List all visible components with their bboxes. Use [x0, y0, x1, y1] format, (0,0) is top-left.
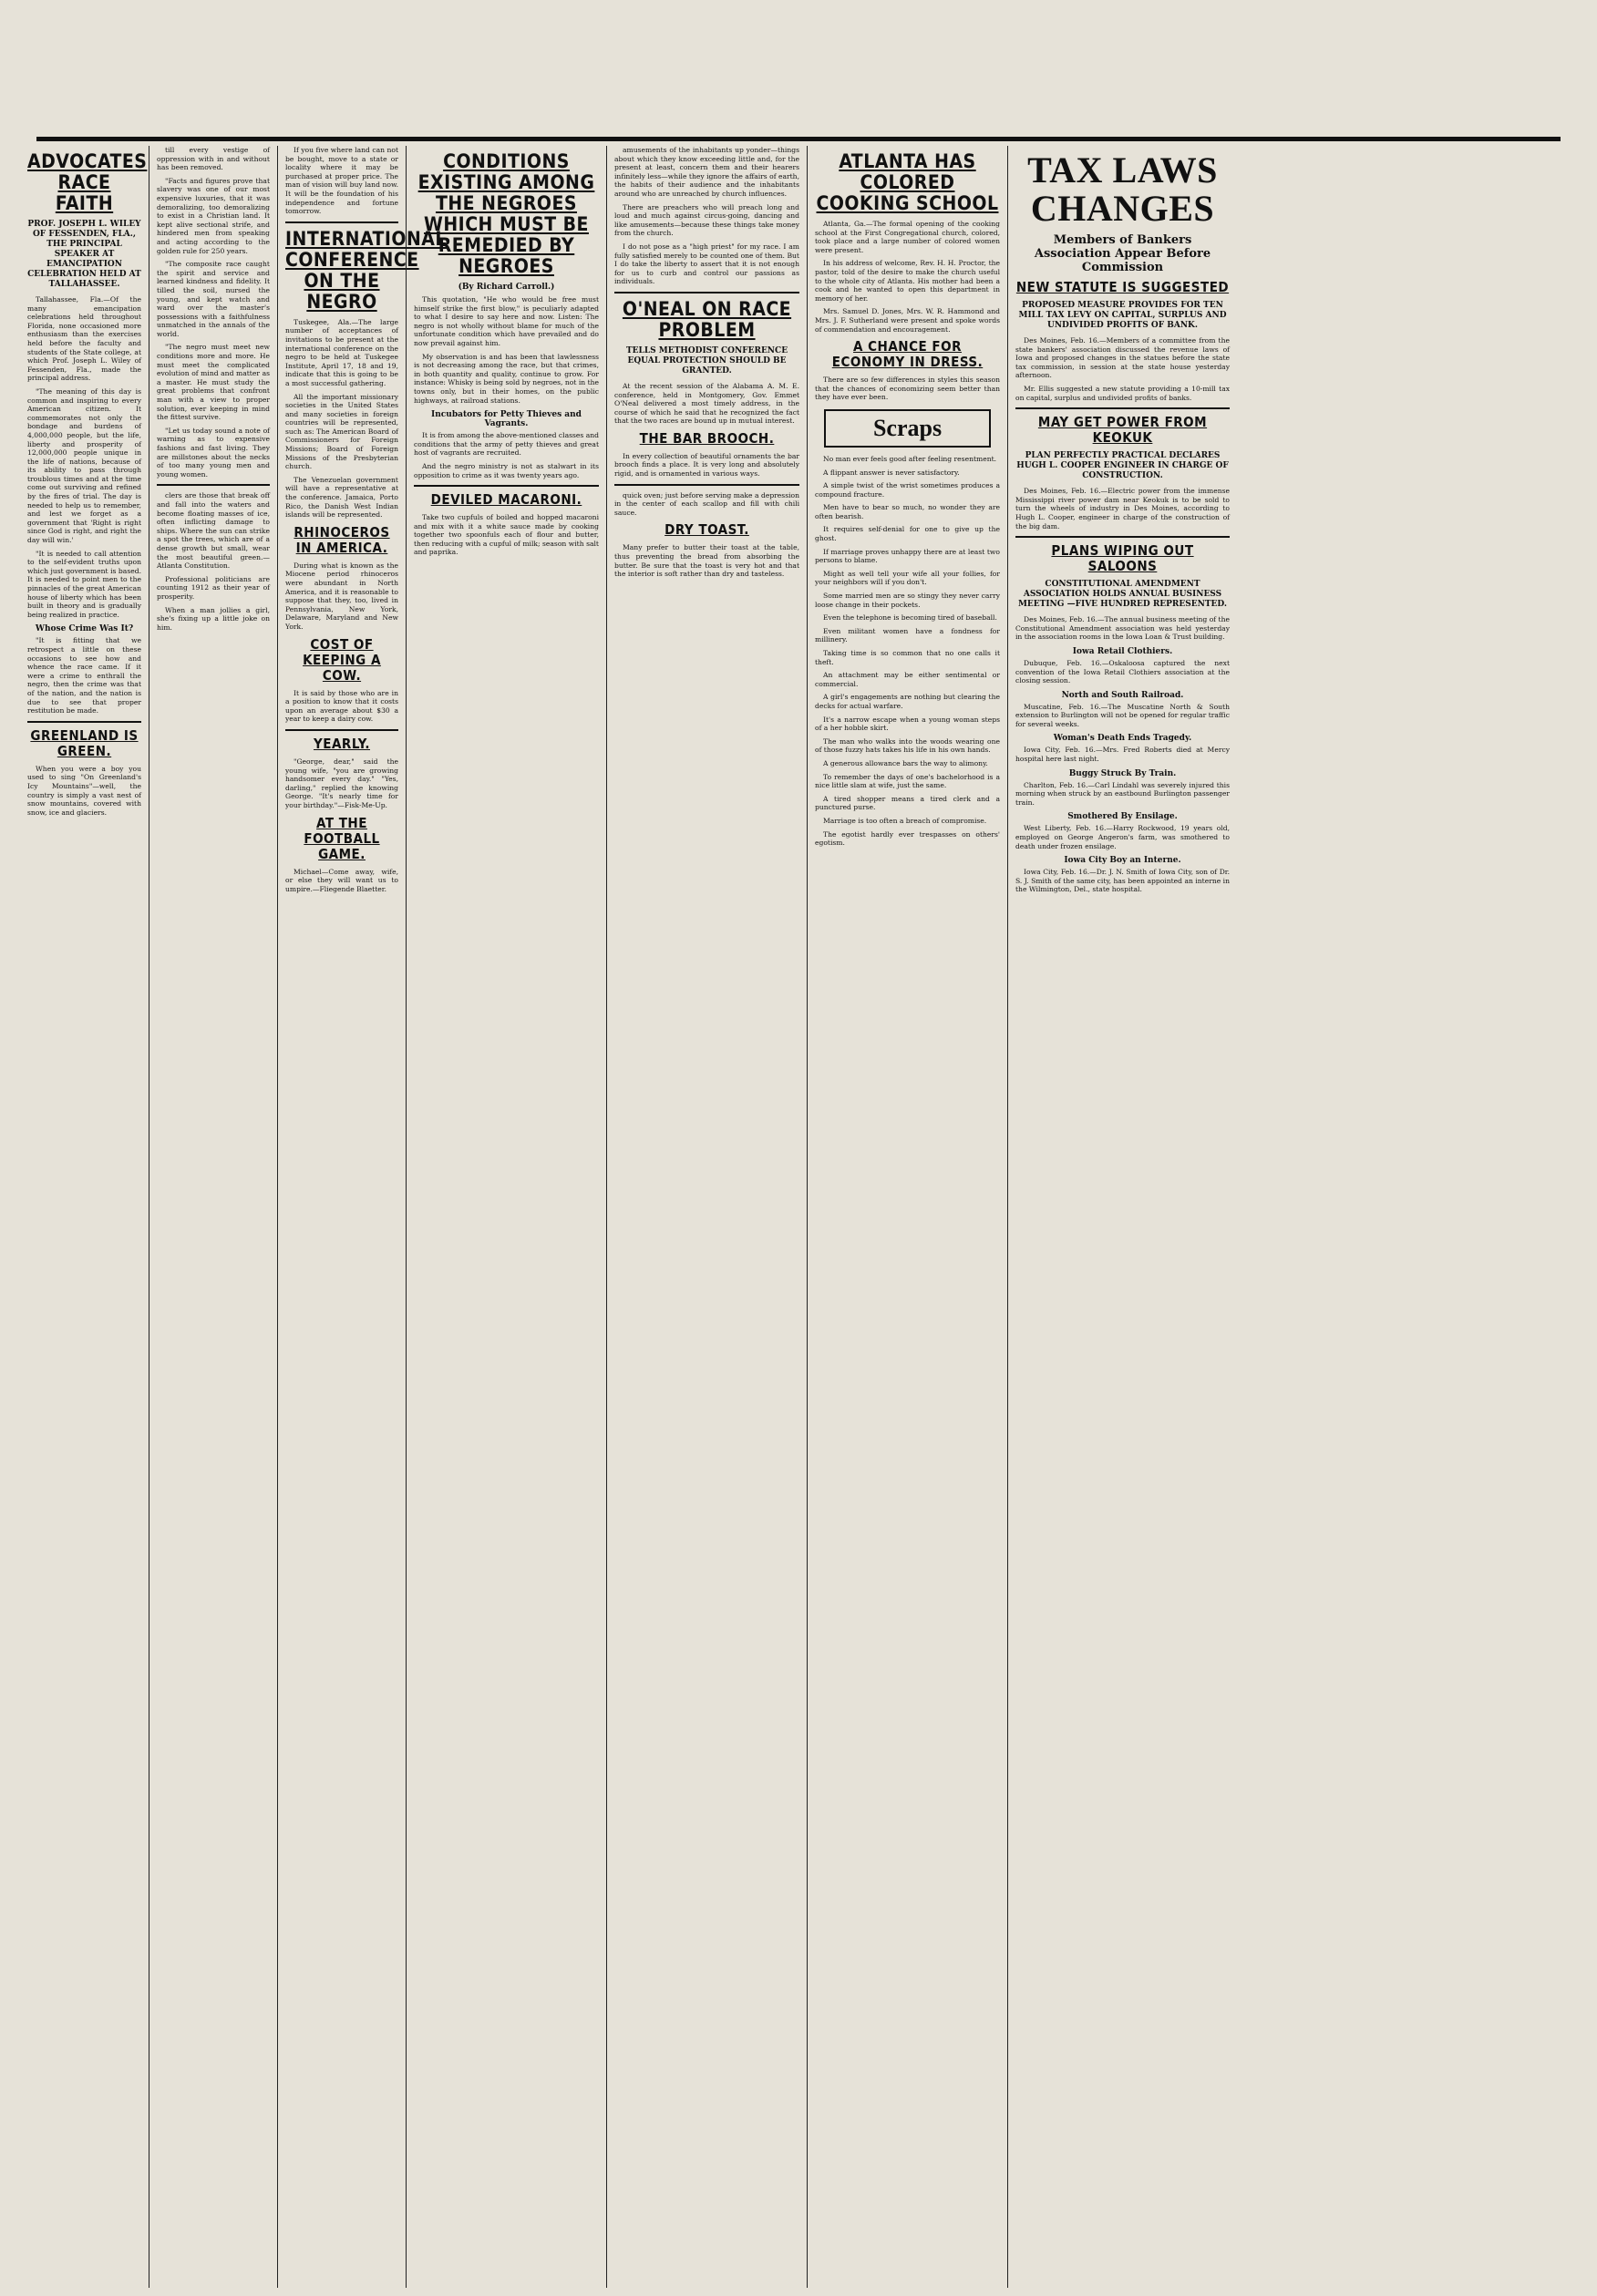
- headline: PLANS WIPING OUT SALOONS: [1051, 542, 1194, 575]
- paragraph: "George, dear," said the young wife, "you are growing handsomer every day." "Yes, darling," replied the knowing George. "It's nearly time for your birthday."—Fisk-Me-Up.: [285, 757, 398, 809]
- paragraph: Charlton, Feb. 16.—Carl Lindahl was severely injured this morning when struck by an eastbound Burlington passenger train.: [1015, 780, 1230, 807]
- scrap-item: It's a narrow escape when a young woman steps of a her hobble skirt.: [815, 715, 1000, 733]
- paragraph: There are so few differences in styles this season that the chances of economizing seem better than they have ever been.: [815, 376, 1000, 402]
- headline: ADVOCATES RACE FAITH: [27, 150, 148, 214]
- scrap-item: It requires self-denial for one to give up the ghost.: [815, 525, 1000, 543]
- scrap-item: Might as well tell your wife all your follies, for your neighbors will if you don't.: [815, 569, 1000, 587]
- divider: [157, 484, 270, 486]
- scrap-item: Even the telephone is becoming tired of baseball.: [823, 613, 997, 623]
- paragraph: Mr. Ellis suggested a new statute providing a 10-mill tax on capital, surplus and undivided profits of banks.: [1015, 384, 1230, 402]
- paragraph: Michael—Come away, wife, or else they will want us to umpire.—Fliegende Blaetter.: [285, 867, 398, 893]
- headline: YEARLY.: [313, 735, 370, 752]
- divider: [614, 292, 799, 293]
- deck: PROF. JOSEPH L. WILEY OF FESSENDEN, FLA., THE PRINCIPAL SPEAKER AT EMANCIPATION CELEBRATION HELD AT TALLAHASSEE.: [27, 220, 141, 289]
- headline: NEW STATUTE IS SUGGESTED: [1015, 279, 1230, 295]
- divider: [27, 721, 141, 723]
- column-1: [20, 146, 149, 2288]
- scrap-item: A generous allowance bars the way to alimony.: [823, 758, 988, 767]
- columns: [20, 146, 1584, 2288]
- paragraph: My observation is and has been that lawlessness is not decreasing among the race, but that crimes, in both quantity and quality, continue to grow. For instance: Whisky is being sold by negroes, not in the towns only, but in their homes, on the public highways, at railroad stations.: [414, 352, 599, 405]
- scrap-item: No man ever feels good after feeling resentment.: [823, 454, 997, 463]
- paragraph: I do not pose as a "high priest" for my race. I am fully satisfied merely to be counted one of them. But I do take the liberty to assert that it is not enough for us to curb and control our passions as individuals.: [614, 242, 799, 286]
- headline: MAY GET POWER FROM KEOKUK: [1037, 414, 1208, 447]
- paragraph: In every collection of beautiful ornaments the bar brooch finds a place. It is very long and absolutely rigid, and is ornamented in various ways.: [614, 451, 799, 479]
- paragraph: All the important missionary societies in the United States and many societies in foreign countries will be represented, such as: The American Board of Commissioners for Foreign Missions; Board of Foreign Missions of the Presbyterian church.: [285, 392, 398, 471]
- headline: THE BAR BROOCH.: [639, 429, 775, 447]
- byline: (By Richard Carroll.): [458, 283, 555, 292]
- scrap-item: Taking time is so common that no one calls it theft.: [815, 649, 1000, 666]
- paragraph: If you five where land can not be bought, move to a state or locality where it may be purchased at proper price. The man of vision will buy land now. It will be the foundation of his independence and fortune tomorrow.: [285, 146, 398, 216]
- paragraph: Iowa City, Feb. 16.—Mrs. Fred Roberts died at Mercy hospital here last night.: [1015, 746, 1230, 764]
- paragraph: And the negro ministry is not as stalwart in its opposition to crime as it was twenty years ago.: [414, 461, 599, 479]
- headline: COST OF KEEPING A COW.: [303, 635, 381, 684]
- scrap-item: An attachment may be either sentimental or commercial.: [815, 671, 1000, 688]
- headline: GREENLAND IS GREEN.: [30, 726, 139, 759]
- deck: TELLS METHODIST CONFERENCE EQUAL PROTECTION SHOULD BE GRANTED.: [625, 345, 788, 376]
- scrap-item: A girl's engagements are nothing but clearing the decks for actual warfare.: [815, 693, 1000, 710]
- divider: [414, 485, 599, 487]
- scrap-item: Marriage is too often a breach of compromise.: [823, 816, 987, 825]
- paragraph: When a man jollies a girl, she's fixing up a little joke on him.: [157, 605, 270, 632]
- divider: [1015, 407, 1230, 409]
- paragraph: amusements of the inhabitants up yonder—things about which they know exceeding little and, for the present at least, concern them and their hearers infinitely less—while they ignore the affairs of earth, the habits of their audience and the inhabitants around who are unreached by church influences.: [614, 146, 799, 198]
- headline: DRY TOAST.: [665, 521, 749, 539]
- paragraph: This quotation, "He who would be free must himself strike the first blow," is peculiarly adapted to what I desire to say here and now. Listen: The negro is not wholly without blame for much of the unfortunate condition which have prevailed and do now prevail against him.: [414, 295, 599, 347]
- deck: Members of Bankers Association Appear Before Commission: [1034, 233, 1211, 274]
- column-4: [406, 146, 606, 2288]
- subhead: Incubators for Petty Thieves and Vagrants.: [431, 410, 582, 429]
- column-5: [606, 146, 807, 2288]
- paragraph: quick oven; just before serving make a depression in the center of each scallop and fill with chili sauce.: [614, 490, 799, 517]
- paragraph: "The composite race caught the spirit and service and learned kindness and fidelity. It tilled the soil, nursed the young, and kept watch and ward over the master's possessions with a faithfulness unmatched in the annals of the world.: [157, 260, 270, 338]
- paragraph: Many prefer to butter their toast at the table, thus preventing the bread from absorbing the butter. Be sure that the toast is very hot and that the interior is soft rather than dry and tasteless.: [614, 543, 799, 579]
- top-rule: [36, 137, 1561, 141]
- paragraph: Iowa City, Feb. 16.—Dr. J. N. Smith of Iowa City, son of Dr. S. J. Smith of the same city, has been appointed an interne in the Wilmington, Del., state hospital.: [1015, 868, 1230, 894]
- paragraph: Des Moines, Feb. 16.—Members of a committee from the state bankers' association discussed the revenue laws of Iowa and proposed changes in the statues before the state tax commission, in session at the state house yesterday afternoon.: [1015, 336, 1230, 380]
- paragraph: When you were a boy you used to sing "On Greenland's Icy Mountains"—well, the country is simply a vast nest of snow mountains, covered with snow, ice and glaciers.: [27, 764, 141, 817]
- headline: AT THE FOOTBALL GAME.: [304, 814, 380, 862]
- paragraph: till every vestige of oppression with in and without has been removed.: [157, 146, 270, 172]
- paragraph: Des Moines, Feb. 16.—Electric power from the immense Mississippi river power dam near Keokuk is to be sold to turn the wheels of industry in Des Moines, according to Hugh L. Cooper, engineer in charge of the construction of the big dam.: [1015, 487, 1230, 530]
- paragraph: The Venezuelan government will have a representative at the conference. Jamaica, Porto Rico, the Danish West Indian islands will be represented.: [285, 475, 398, 520]
- paragraph: In his address of welcome, Rev. H. H. Proctor, the pastor, told of the desire to make the church useful to the whole city of Atlanta. His mother had been a cook and he wanted to open this department in memory of her.: [815, 259, 1000, 303]
- divider: [614, 484, 799, 486]
- headline: O'NEAL ON RACE PROBLEM: [622, 297, 792, 341]
- paragraph: "It is fitting that we retrospect a little on these occasions to see how and whence the race came. If it were a crime to enthrall the negro, then the crime was that of the nation, and the nation is due to see that proper restitution be made.: [27, 636, 141, 716]
- paragraph: "The negro must meet new conditions more and more. He must meet the complicated evolution of mind and matter as a master. He must study the great problems that confront man with a view to proper solution, ever keeping in mind the fittest survive.: [157, 343, 270, 422]
- paragraph: "Facts and figures prove that slavery was one of our most expensive luxuries, that it was demoralizing, too demoralizing to exist in a Christian land. It kept alive sectional strife, and hindered men from speaking and acting according to the golden rule for 250 years.: [157, 176, 270, 255]
- paragraph: It is said by those who are in a position to know that it costs upon an average about $30 a year to keep a dairy cow.: [285, 688, 398, 724]
- scraps-box: Scraps: [824, 409, 991, 448]
- scrap-item: Men have to bear so much, no wonder they are often bearish.: [815, 503, 1000, 520]
- divider: [285, 729, 398, 731]
- subhead: Iowa Retail Clothiers.: [1072, 646, 1173, 656]
- scrap-item: Some married men are so stingy they never carry loose change in their pockets.: [815, 592, 1000, 609]
- headline: ATLANTA HAS COLORED COOKING SCHOOL: [816, 150, 999, 214]
- subhead: Iowa City Boy an Interne.: [1064, 856, 1181, 866]
- paragraph: "The meaning of this day is common and inspiring to every American citizen. It commemorates not only the bondage and burdens of 4,000,000 people, but the life, liberty and prosperity of 12,000,000 people unique in the life of nations, because of its ability to pass through troublous times and at the time come out surviving and refined by the fires of trial. The day is needed to help us to remember, and lest we forget as a government that 'Right is right since God is right, and right the day will win.': [27, 386, 141, 545]
- headline: TAX LAWS CHANGES: [1027, 149, 1218, 229]
- paragraph: clers are those that break off and fall into the waters and become floating masses of ice, often inflicting damage to ships. Where the sun can strike a spot the trees, which are of a dense growth but small, wear the most beautiful green.—Atlanta Constitution.: [157, 491, 270, 571]
- column-7: [1007, 146, 1237, 2288]
- deck: PROPOSED MEASURE PROVIDES FOR TEN MILL TAX LEVY ON CAPITAL, SURPLUS AND UNDIVIDED PROFITS OF BANK.: [1018, 301, 1227, 330]
- paragraph: Professional politicians are counting 1912 as their year of prosperity.: [157, 574, 270, 601]
- scrap-item: To remember the days of one's bachelorhood is a nice little slam at wife, just the same.: [815, 772, 1000, 790]
- headline: DEVILED MACARONI.: [430, 491, 582, 509]
- paragraph: Muscatine, Feb. 16.—The Muscatine North & South extension to Burlington will not be opened for regular traffic for several weeks.: [1015, 702, 1230, 728]
- headline: A CHANCE FOR ECONOMY IN DRESS.: [831, 338, 984, 371]
- deck: CONSTITUTIONAL AMENDMENT ASSOCIATION HOLDS ANNUAL BUSINESS MEETING —FIVE HUNDRED REPRESENTED.: [1017, 580, 1228, 610]
- divider: [1015, 536, 1230, 538]
- scrap-item: Even militant women have a fondness for millinery.: [815, 626, 1000, 644]
- paragraph: It is from among the above-mentioned classes and conditions that the army of petty thieves and great host of vagrants are recruited.: [414, 431, 599, 458]
- headline: RHINOCEROS IN AMERICA.: [294, 523, 390, 556]
- paragraph: Atlanta, Ga.—The formal opening of the cooking school at the First Congregational church, colored, took place and a large number of colored women were present.: [815, 220, 1000, 254]
- column-3: [277, 146, 447, 2288]
- column-6: [807, 146, 1007, 2288]
- headline: CONDITIONS EXISTING AMONG THE NEGROES WHICH MUST BE REMEDIED BY NEGROES: [417, 150, 595, 277]
- subhead: Whose Crime Was It?: [35, 624, 134, 634]
- paragraph: Mrs. Samuel D. Jones, Mrs. W. R. Hammond and Mrs. J. F. Sutherland were present and spoke words of commendation and encouragement.: [815, 307, 1000, 334]
- paragraph: Tuskegee, Ala.—The large number of acceptances of invitations to be present at the international conference on the negro to be held at Tuskegee Institute, April 17, 18 and 19, indicate that this is going to be a most successful gathering.: [285, 317, 398, 387]
- subhead: North and South Railroad.: [1061, 690, 1184, 700]
- subhead: Buggy Struck By Train.: [1068, 768, 1177, 778]
- deck: PLAN PERFECTLY PRACTICAL DECLARES HUGH L. COOPER ENGINEER IN CHARGE OF CONSTRUCTION.: [1016, 451, 1229, 481]
- divider: [285, 221, 398, 223]
- paragraph: Tallahassee, Fla.—Of the many emancipation celebrations held throughout Florida, none occasioned more enthusiasm than the exercises held before the faculty and students of the State college, at which Prof. Joseph L. Wiley of Fessenden, Fla., made the principal address.: [27, 295, 141, 383]
- paragraph: At the recent session of the Alabama A. M. E. conference, held in Montgomery, Gov. Emmet O'Neal delivered a most timely address, in the course of which he said that he recognized the fact that the two races are bound up in mutual interest.: [614, 381, 799, 426]
- scrap-item: A simple twist of the wrist sometimes produces a compound fracture.: [815, 481, 1000, 499]
- paragraph: "Let us today sound a note of warning as to expensive fashions and fast living. They are millstones about the necks of too many young men and young women.: [157, 426, 270, 479]
- paragraph: "It is needed to call attention to the self-evident truths upon which just government is based. It is needed to point men to the pinnacles of the great American house of liberty which has been built in theory and is gradually being realized in practice.: [27, 549, 141, 619]
- headline: INTERNATIONAL CONFERENCE ON THE NEGRO: [285, 227, 447, 313]
- paragraph: Dubuque, Feb. 16.—Oskaloosa captured the next convention of the Iowa Retail Clothiers association at the closing session.: [1015, 658, 1230, 685]
- scrap-item: A tired shopper means a tired clerk and a punctured purse.: [815, 794, 1000, 812]
- paragraph: Take two cupfuls of boiled and hopped macaroni and mix with it a white sauce made by cooking together two spoonfuls each of flour and butter, then reducing with a cupful of milk; season with salt and paprika.: [414, 513, 599, 557]
- subhead: Smothered By Ensilage.: [1067, 812, 1178, 822]
- paragraph: West Liberty, Feb. 16.—Harry Rockwood, 19 years old, employed on George Angeron's farm, was smothered to death under frozen ensilage.: [1015, 824, 1230, 850]
- scrap-item: A flippant answer is never satisfactory.: [823, 468, 960, 477]
- paragraph: Des Moines, Feb. 16.—The annual business meeting of the Constitutional Amendment association was held yesterday in the association rooms in the Iowa Loan & Trust building.: [1015, 615, 1230, 642]
- scrap-item: The man who walks into the woods wearing one of those fuzzy hats takes his life in his own hands.: [815, 736, 1000, 755]
- scrap-item: If marriage proves unhappy there are at least two persons to blame.: [815, 547, 1000, 565]
- subhead: Woman's Death Ends Tragedy.: [1053, 734, 1192, 744]
- paragraph: There are preachers who will preach long and loud and much against circus-going, dancing and like amusements—because these things take money from the church.: [614, 202, 799, 238]
- column-2: [149, 146, 277, 2288]
- paragraph: During what is known as the Miocene period rhinoceros were abundant in North America, and it is reasonable to suppose that they, too, lived in Pennsylvania, New York, Delaware, Maryland and New York.: [285, 561, 398, 631]
- scrap-item: The egotist hardly ever trespasses on others' egotism.: [815, 829, 1000, 848]
